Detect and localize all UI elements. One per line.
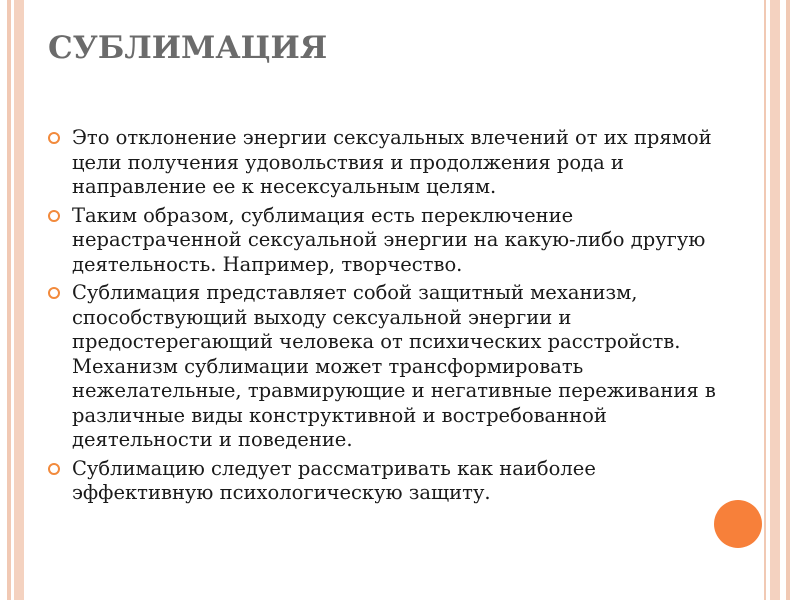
bullet-item: [46, 281, 736, 453]
bullet-circle-icon: [48, 287, 60, 299]
bullet-item: [46, 204, 736, 278]
right-decorative-stripe-outer: [786, 0, 790, 600]
bullet-circle-icon: [48, 132, 60, 144]
decorative-orange-circle: [714, 500, 762, 548]
bullet-circle-icon: [48, 210, 60, 222]
slide-title: СУБЛИМАЦИЯ: [48, 30, 328, 66]
bullet-text: Это отклонение энергии сексуальных влечений от их прямой цели получения удовольствия и продолжения рода и направление ее к несексуальным целям.: [72, 126, 712, 198]
bullet-text: Сублимация представляет собой защитный механизм, способствующий выходу сексуальной энергии и предостерегающий человека от психических расстройств. Механизм сублимации может трансформировать нежелательные, травмирующие и негативные переживания в различные виды конструктивной и востребованной деятельности и поведение.: [72, 281, 716, 451]
left-decorative-stripe-wide: [14, 0, 24, 600]
bullet-text: Таким образом, сублимация есть переключение нерастраченной сексуальной энергии на какую-либо другую деятельность. Например, творчество.: [72, 203, 706, 276]
bullet-text: Сублимацию следует рассматривать как наиболее эффективную психологическую защиту.: [72, 456, 596, 504]
bullet-circle-icon: [48, 463, 60, 475]
bullet-list: [46, 126, 736, 510]
left-decorative-stripe: [7, 0, 11, 600]
bullet-item: [46, 457, 736, 506]
bullet-item: [46, 126, 736, 200]
right-decorative-stripe: [764, 0, 766, 600]
right-decorative-stripe-wide: [770, 0, 780, 600]
